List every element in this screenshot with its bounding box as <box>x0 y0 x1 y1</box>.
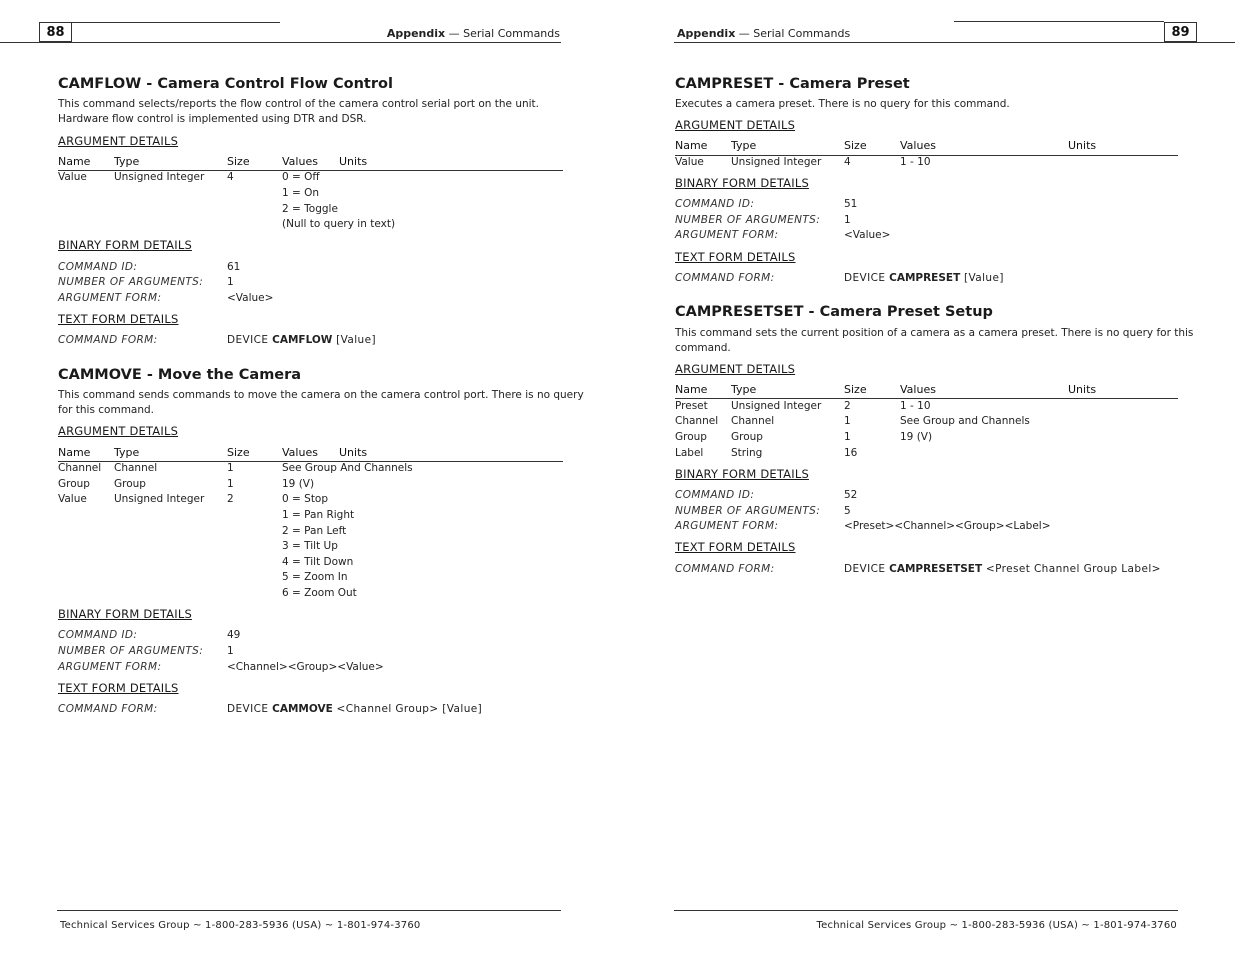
table-cell-name: Group <box>58 478 90 490</box>
table-cell-value: 1 - 10 <box>900 400 931 412</box>
cammove-col-type: Type <box>114 446 140 459</box>
running-head-bold: Appendix <box>677 27 736 40</box>
table-cell-type: Unsigned Integer <box>731 400 822 412</box>
binary-label: ARGUMENT FORM: <box>58 292 162 304</box>
table-cell-value: 4 = Tilt Down <box>282 556 354 568</box>
table-cell-value: 1 = On <box>282 187 320 199</box>
table-cell-size: 1 <box>227 462 234 474</box>
camflow-argument-details-heading: ARGUMENT DETAILS <box>58 134 179 148</box>
running-head-bold: Appendix <box>386 27 446 40</box>
campresetset-binary-heading: BINARY FORM DETAILS <box>675 467 809 481</box>
table-cell-type: Group <box>731 431 763 443</box>
cammove-argument-details-heading: ARGUMENT DETAILS <box>58 424 179 438</box>
table-cell-name: Value <box>58 171 87 183</box>
command-form-label: COMMAND FORM: <box>58 703 158 715</box>
running-head-rest: — Serial Commands <box>735 27 851 40</box>
table-cell-name: Channel <box>58 462 102 474</box>
campreset-col-size: Size <box>844 139 867 152</box>
binary-label: NUMBER OF ARGUMENTS: <box>675 214 821 226</box>
table-cell-value: 1 - 10 <box>900 156 931 168</box>
table-cell-value: See Group and Channels <box>900 415 1030 427</box>
campresetset-col-size: Size <box>844 383 867 396</box>
command-form-value: DEVICE CAMPRESET [Value] <box>844 272 1004 284</box>
binary-label: NUMBER OF ARGUMENTS: <box>675 505 821 517</box>
camflow-col-units: Units <box>339 155 368 168</box>
camflow-desc-line-2: Hardware flow control is implemented using DTR and DSR. <box>58 113 367 125</box>
campreset-col-units: Units <box>1068 139 1097 152</box>
cammove-binary-heading: BINARY FORM DETAILS <box>58 607 192 621</box>
binary-value: <Value> <box>844 229 891 241</box>
campresetset-desc-line-1: This command sets the current position of a camera as a camera preset. There is no query for this <box>675 327 1194 339</box>
table-cell-name: Value <box>58 493 87 505</box>
campresetset-col-values: Values <box>900 383 936 396</box>
binary-label: COMMAND ID: <box>675 198 755 210</box>
binary-label: ARGUMENT FORM: <box>58 661 162 673</box>
table-cell-type: String <box>731 447 763 459</box>
binary-label: COMMAND ID: <box>58 261 138 273</box>
campreset-binary-heading: BINARY FORM DETAILS <box>675 176 809 190</box>
running-head-rest: — Serial Commands <box>445 27 560 40</box>
table-cell-name: Group <box>675 431 707 443</box>
right-header-top-rule <box>954 21 1164 22</box>
command-form-value: DEVICE CAMPRESETSET <Preset Channel Group Label> <box>844 563 1161 575</box>
table-cell-size: 2 <box>844 400 851 412</box>
table-cell-name: Value <box>675 156 704 168</box>
left-header-rule <box>0 42 561 43</box>
table-cell-type: Unsigned Integer <box>114 171 205 183</box>
left-footer-rule <box>57 910 561 911</box>
camflow-col-values: Values <box>282 155 318 168</box>
table-cell-size: 16 <box>844 447 858 459</box>
campresetset-col-type: Type <box>731 383 757 396</box>
campreset-text-form-heading: TEXT FORM DETAILS <box>675 250 796 264</box>
table-cell-value: See Group And Channels <box>282 462 413 474</box>
table-cell-size: 1 <box>844 415 851 427</box>
campreset-argument-details-heading: ARGUMENT DETAILS <box>675 118 796 132</box>
command-form-value: DEVICE CAMMOVE <Channel Group> [Value] <box>227 703 483 715</box>
camflow-desc-line-1: This command selects/reports the flow control of the camera control serial port on the unit. <box>58 98 540 110</box>
cammove-col-units: Units <box>339 446 368 459</box>
binary-value: 49 <box>227 629 241 641</box>
binary-label: ARGUMENT FORM: <box>675 520 779 532</box>
table-cell-value: 0 = Off <box>282 171 320 183</box>
binary-value: 5 <box>844 505 851 517</box>
right-page-number: 89 <box>1164 22 1197 42</box>
table-cell-value: 0 = Stop <box>282 493 329 505</box>
binary-label: ARGUMENT FORM: <box>675 229 779 241</box>
campreset-desc: Executes a camera preset. There is no query for this command. <box>675 98 1010 110</box>
command-form-label: COMMAND FORM: <box>675 272 775 284</box>
campreset-col-name: Name <box>675 139 708 152</box>
table-cell-value: 19 (V) <box>900 431 933 443</box>
campreset-col-values: Values <box>900 139 936 152</box>
table-cell-value: 3 = Tilt Up <box>282 540 338 552</box>
campresetset-col-units: Units <box>1068 383 1097 396</box>
table-cell-size: 2 <box>227 493 234 505</box>
campreset-title: CAMPRESET - Camera Preset <box>675 76 910 92</box>
camflow-text-form-heading: TEXT FORM DETAILS <box>58 312 179 326</box>
command-form-label: COMMAND FORM: <box>675 563 775 575</box>
cammove-col-name: Name <box>58 446 91 459</box>
binary-value: 51 <box>844 198 858 210</box>
campresetset-text-form-heading: TEXT FORM DETAILS <box>675 540 796 554</box>
right-running-head <box>677 27 850 40</box>
table-cell-type: Group <box>114 478 146 490</box>
table-cell-type: Channel <box>731 415 775 427</box>
cammove-desc-line-1: This command sends commands to move the camera on the camera control port. There is no query <box>58 389 584 401</box>
campresetset-title: CAMPRESETSET - Camera Preset Setup <box>675 304 993 320</box>
binary-value: 61 <box>227 261 241 273</box>
camflow-title: CAMFLOW - Camera Control Flow Control <box>58 76 393 92</box>
binary-label: NUMBER OF ARGUMENTS: <box>58 645 204 657</box>
table-cell-type: Unsigned Integer <box>731 156 822 168</box>
table-cell-value: 5 = Zoom In <box>282 571 348 583</box>
right-footer: Technical Services Group ~ 1-800-283-5936 (USA) ~ 1-801-974-3760 <box>816 920 1177 931</box>
binary-label: COMMAND ID: <box>58 629 138 641</box>
cammove-col-size: Size <box>227 446 250 459</box>
binary-value: 1 <box>844 214 851 226</box>
binary-value: <Value> <box>227 292 274 304</box>
command-form-label: COMMAND FORM: <box>58 334 158 346</box>
campresetset-desc-line-2: command. <box>675 342 731 354</box>
command-form-value: DEVICE CAMFLOW [Value] <box>227 334 376 346</box>
campresetset-argument-details-heading: ARGUMENT DETAILS <box>675 362 796 376</box>
table-cell-size: 1 <box>844 431 851 443</box>
table-cell-value: 19 (V) <box>282 478 315 490</box>
table-cell-size: 4 <box>844 156 851 168</box>
binary-value: 1 <box>227 645 234 657</box>
binary-value: <Channel><Group><Value> <box>227 661 384 673</box>
table-cell-name: Label <box>675 447 704 459</box>
table-cell-size: 1 <box>227 478 234 490</box>
campresetset-table-rule <box>675 398 1178 399</box>
table-cell-value: 6 = Zoom Out <box>282 587 357 599</box>
cammove-desc-line-2: for this command. <box>58 404 155 416</box>
cammove-col-values: Values <box>282 446 318 459</box>
table-cell-value: 2 = Toggle <box>282 203 338 215</box>
table-cell-type: Unsigned Integer <box>114 493 205 505</box>
camflow-col-size: Size <box>227 155 250 168</box>
left-running-head <box>387 27 560 40</box>
cammove-title: CAMMOVE - Move the Camera <box>58 367 302 383</box>
campreset-col-type: Type <box>731 139 757 152</box>
left-header-top-rule <box>72 22 280 23</box>
binary-label: NUMBER OF ARGUMENTS: <box>58 276 204 288</box>
table-cell-name: Preset <box>675 400 708 412</box>
table-cell-size: 4 <box>227 171 234 183</box>
camflow-col-name: Name <box>58 155 91 168</box>
left-page-number: 88 <box>39 22 72 42</box>
table-cell-name: Channel <box>675 415 719 427</box>
table-cell-type: Channel <box>114 462 158 474</box>
right-footer-rule <box>674 910 1178 911</box>
right-header-rule <box>674 42 1235 43</box>
camflow-col-type: Type <box>114 155 140 168</box>
campresetset-col-name: Name <box>675 383 708 396</box>
binary-value: 1 <box>227 276 234 288</box>
left-footer: Technical Services Group ~ 1-800-283-5936 (USA) ~ 1-801-974-3760 <box>60 920 421 931</box>
table-cell-value: 2 = Pan Left <box>282 525 347 537</box>
binary-value: 52 <box>844 489 858 501</box>
table-cell-value: 1 = Pan Right <box>282 509 355 521</box>
table-cell-value: (Null to query in text) <box>282 218 396 230</box>
cammove-text-form-heading: TEXT FORM DETAILS <box>58 681 179 695</box>
binary-label: COMMAND ID: <box>675 489 755 501</box>
binary-value: <Preset><Channel><Group><Label> <box>844 520 1051 532</box>
camflow-binary-heading: BINARY FORM DETAILS <box>58 238 192 252</box>
